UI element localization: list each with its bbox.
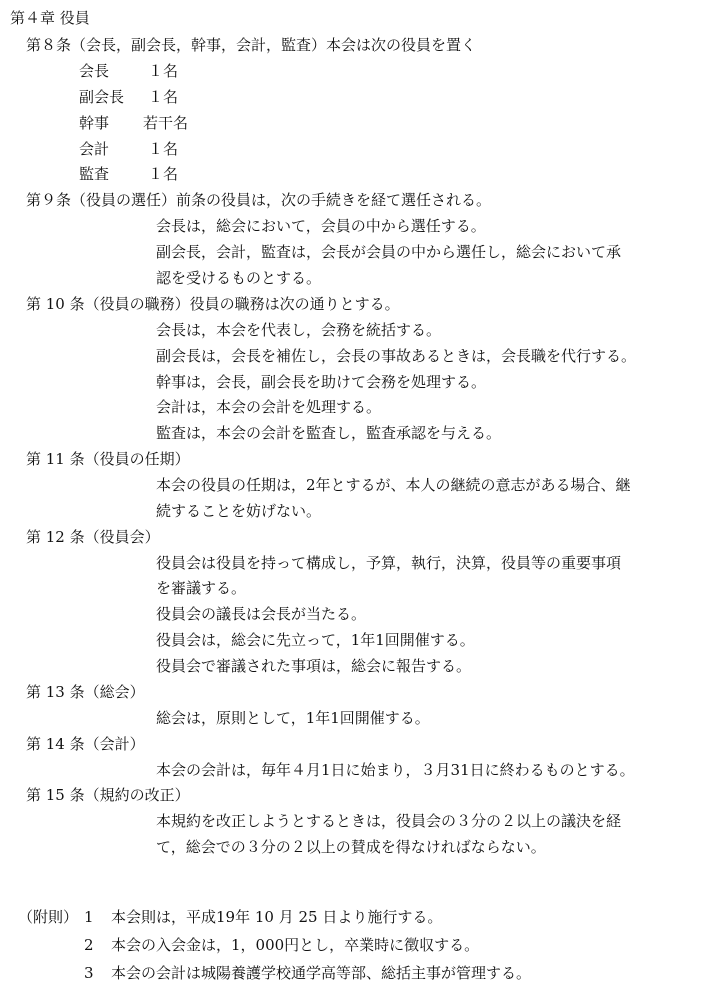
role-name: 監査 xyxy=(79,165,110,183)
article-12-line: 役員会の議長は会長が当たる。 xyxy=(156,605,367,623)
article-12-line: 役員会は役員を持って構成し，予算，執行，決算，役員等の重要事項 xyxy=(156,554,622,572)
article-10-line: 会長は，本会を代表し，会務を統括する。 xyxy=(156,321,442,339)
article-9-line: 認を受けるものとする。 xyxy=(156,269,322,287)
role-name: 幹事 xyxy=(79,114,110,132)
supplementary-label: （附則） xyxy=(18,908,79,926)
article-10-heading: 第 10 条（役員の職務）役員の職務は次の通りとする。 xyxy=(26,295,400,313)
article-14-heading: 第 14 条（会計） xyxy=(26,735,145,753)
article-15-line: 本規約を改正しようとするときは，役員会の３分の２以上の議決を経 xyxy=(156,812,622,830)
supplementary-item-number: 2 xyxy=(84,936,94,954)
article-12-heading: 第 12 条（役員会） xyxy=(26,528,160,546)
role-count: １名 xyxy=(148,62,179,80)
article-12-line: を審議する。 xyxy=(156,579,247,597)
supplementary-item-number: 1 xyxy=(84,908,94,926)
supplementary-item-text: 本会の入会金は，1，000円とし，卒業時に徴収する。 xyxy=(111,936,480,954)
article-10-line: 副会長は，会長を補佐し，会長の事故あるときは，会長職を代行する。 xyxy=(156,347,637,365)
role-count: １名 xyxy=(148,88,179,106)
article-8-heading: 第８条（会長，副会長，幹事，会計，監査）本会は次の役員を置く xyxy=(26,36,477,54)
article-13-line: 総会は，原則として，1年1回開催する。 xyxy=(156,709,430,727)
article-12-line: 役員会は，総会に先立って，1年1回開催する。 xyxy=(156,631,475,649)
article-10-line: 監査は，本会の会計を監査し，監査承認を与える。 xyxy=(156,424,502,442)
article-9-line: 副会長，会計，監査は，会長が会員の中から選任し，総会において承 xyxy=(156,243,622,261)
article-15-line: て，総会での３分の２以上の賛成を得なければならない。 xyxy=(156,838,546,856)
supplementary-item-number: 3 xyxy=(84,964,94,982)
article-11-line: 続することを妨げない。 xyxy=(156,502,322,520)
role-count: 若干名 xyxy=(143,114,189,132)
chapter-title: 第４章 役員 xyxy=(10,9,90,27)
supplementary-item-text: 本会則は，平成19年 10 月 25 日より施行する。 xyxy=(111,908,443,926)
article-9-line: 会長は，総会において，会員の中から選任する。 xyxy=(156,217,486,235)
article-12-line: 役員会で審議された事項は，総会に報告する。 xyxy=(156,657,472,675)
role-name: 会長 xyxy=(79,62,110,80)
article-13-heading: 第 13 条（総会） xyxy=(26,683,145,701)
role-count: １名 xyxy=(148,165,179,183)
article-11-line: 本会の役員の任期は，2年とするが、本人の継続の意志がある場合、継 xyxy=(156,476,631,494)
article-10-line: 会計は，本会の会計を処理する。 xyxy=(156,398,382,416)
supplementary-item-text: 本会の会計は城陽養護学校通学高等部、総括主事が管理する。 xyxy=(111,964,532,982)
article-14-line: 本会の会計は，毎年４月1日に始まり，３月31日に終わるものとする。 xyxy=(156,761,635,779)
article-10-line: 幹事は，会長，副会長を助けて会務を処理する。 xyxy=(156,373,487,391)
article-11-heading: 第 11 条（役員の任期） xyxy=(26,450,190,468)
article-15-heading: 第 15 条（規約の改正） xyxy=(26,786,190,804)
role-name: 会計 xyxy=(79,140,110,158)
role-count: １名 xyxy=(148,140,179,158)
role-name: 副会長 xyxy=(79,88,125,106)
article-9-heading: 第９条（役員の選任）前条の役員は，次の手続きを経て選任される。 xyxy=(26,191,492,209)
